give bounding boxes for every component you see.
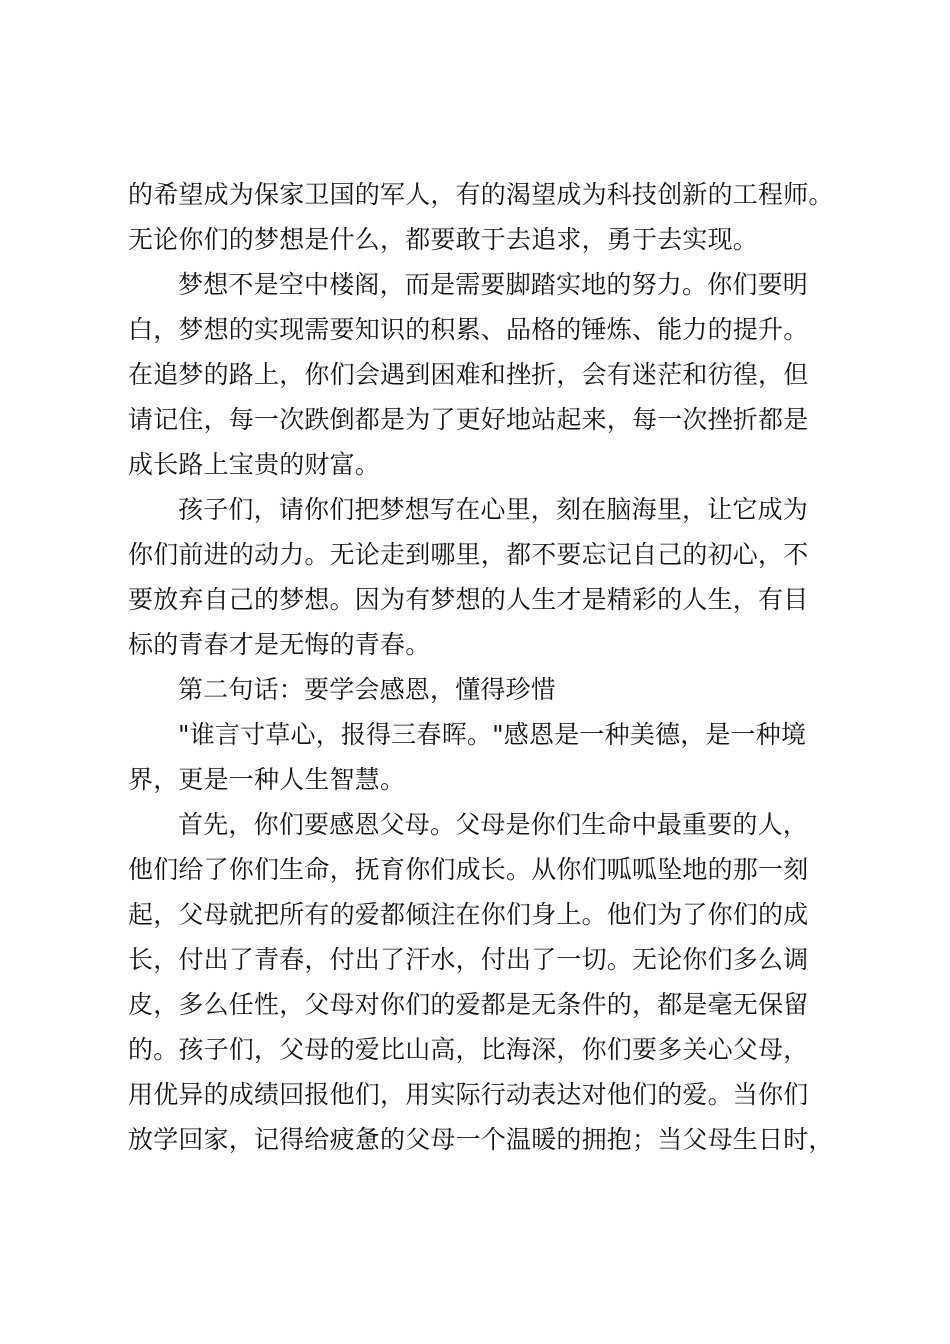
body-text [128, 172, 840, 1162]
text-line: 在追梦的路上，你们会遇到困难和挫折，会有迷茫和彷徨，但 [128, 360, 809, 389]
text-line: 放学回家，记得给疲惫的父母一个温暖的拥抱；当父母生日时， [128, 1125, 834, 1154]
text-line: 你们前进的动力。无论走到哪里，都不要忘记自己的初心，不 [128, 540, 809, 569]
text-line: 首先，你们要感恩父母。父母是你们生命中最重要的人， [178, 810, 809, 839]
text-line: 皮，多么任性，父母对你们的爱都是无条件的，都是毫无保留 [128, 990, 809, 1019]
text-line: 的。孩子们，父母的爱比山高，比海深，你们要多关心父母， [128, 1035, 809, 1064]
text-line: 成长路上宝贵的财富。 [128, 450, 381, 479]
section-heading: 第二句话：要学会感恩，懂得珍惜 [178, 675, 557, 704]
text-line: 长，付出了青春，付出了汗水，付出了一切。无论你们多么调 [128, 945, 809, 974]
text-line: 要放弃自己的梦想。因为有梦想的人生才是精彩的人生，有目 [128, 585, 809, 614]
text-line: 他们给了你们生命，抚育你们成长。从你们呱呱坠地的那一刻 [128, 855, 809, 884]
text-line: 起，父母就把所有的爱都倾注在你们身上。他们为了你们的成 [128, 900, 809, 929]
text-line: 白，梦想的实现需要知识的积累、品格的锤炼、能力的提升。 [128, 315, 809, 344]
text-line: "谁言寸草心，报得三春晖。"感恩是一种美德，是一种境 [178, 720, 807, 749]
text-line: 标的青春才是无悔的青春。 [128, 630, 431, 659]
text-line: 孩子们，请你们把梦想写在心里，刻在脑海里，让它成为 [178, 495, 809, 524]
text-line: 请记住，每一次跌倒都是为了更好地站起来，每一次挫折都是 [128, 405, 809, 434]
text-line: 无论你们的梦想是什么，都要敢于去追求，勇于去实现。 [128, 225, 759, 254]
text-line: 梦想不是空中楼阁，而是需要脚踏实地的努力。你们要明 [178, 270, 809, 299]
text-line: 界，更是一种人生智慧。 [128, 765, 406, 794]
text-line: 用优异的成绩回报他们，用实际行动表达对他们的爱。当你们 [128, 1080, 809, 1109]
text-line: 的希望成为保家卫国的军人，有的渴望成为科技创新的工程师。 [128, 180, 834, 209]
